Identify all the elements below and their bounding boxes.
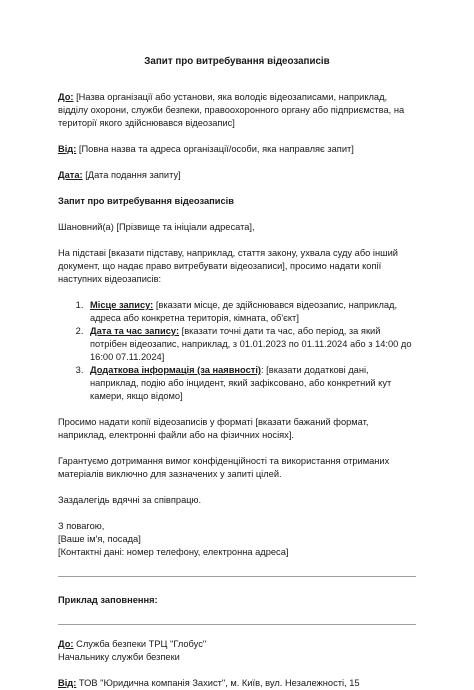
date-label: Дата: xyxy=(58,170,83,180)
example-from-label: Від: xyxy=(58,678,77,688)
section-heading: Запит про витребування відеозаписів xyxy=(58,196,234,206)
list-item xyxy=(86,299,416,325)
item-label: Місце запису: xyxy=(90,300,154,310)
from-text: [Повна назва та адреса організації/особи, яка направляє запит] xyxy=(76,144,354,154)
item-label: Дата та час запису: xyxy=(90,326,180,336)
closing: З повагою, xyxy=(58,521,105,531)
date-paragraph xyxy=(58,169,416,182)
intro-paragraph: На підставі [вказати підставу, наприклад, стаття закону, ухвала суду або інший документ, що надає право витребувати відеозаписи], просимо надати копії наступних відеозаписів: xyxy=(58,248,398,284)
confidentiality-paragraph: Гарантуємо дотримання вимог конфіденційності та використання отриманих матеріалів виключно для зазначених у запиті цілей. xyxy=(58,456,390,479)
date-text: [Дата подання запиту] xyxy=(82,170,181,180)
to-label: До: xyxy=(58,92,74,102)
list-item xyxy=(86,364,416,403)
salutation: Шановний(а) [Прізвище та ініціали адресата], xyxy=(58,222,255,232)
item-text: [вказати точні дати та час, або період, за який потрібен відеозапис, наприклад, з 01.01.2023 по 01.11.2024 або з 14:00 до 16:00 07.11.2024] xyxy=(90,326,412,362)
from-paragraph xyxy=(58,143,416,156)
signature-block xyxy=(58,520,416,559)
divider xyxy=(58,624,416,625)
from-label: Від: xyxy=(58,144,77,154)
signature-name: [Ваше ім'я, посада] xyxy=(58,534,141,544)
to-text: [Назва організації або установи, яка володіє відеозаписами, наприклад, відділу охорони, служби безпеки, правоохоронного органу або підприємства, на території якого здійснювався відеозапис] xyxy=(58,92,405,128)
item-text: : [вказати додаткові дані, наприклад, подію або інцидент, який зафіксовано, або конкретний кут камери, якщо відомо] xyxy=(90,365,392,401)
format-request-paragraph: Просимо надати копії відеозаписів у форматі [вказати бажаний формат, наприклад, електронні файли або на фізичних носіях]. xyxy=(58,417,369,440)
thanks-paragraph: Заздалегідь вдячні за співпрацю. xyxy=(58,495,202,505)
item-text: [вказати місце, де здійснювався відеозапис, наприклад, адреса або конкретна територія, кімната, об'єкт] xyxy=(90,300,398,323)
example-heading: Приклад заповнення: xyxy=(58,595,158,605)
to-paragraph xyxy=(58,91,416,130)
example-from-paragraph xyxy=(58,677,416,690)
signature-contacts: [Контактні дані: номер телефону, електронна адреса] xyxy=(58,547,289,557)
divider xyxy=(58,576,416,577)
request-items-list xyxy=(58,299,416,403)
document-title: Запит про витребування відеозаписів xyxy=(144,56,330,67)
example-to-block xyxy=(58,638,416,664)
example-to-label: До: xyxy=(58,639,74,649)
example-to-line xyxy=(58,638,416,651)
item-label: Додаткова інформація (за наявності) xyxy=(90,365,261,375)
example-from-text: ТОВ "Юридична компанія Захист", м. Київ, вул. Незалежності, 15 xyxy=(76,678,360,688)
example-to-text: Служба безпеки ТРЦ "Глобус" xyxy=(73,639,207,649)
list-item xyxy=(86,325,416,364)
example-to-line2: Начальнику служби безпеки xyxy=(58,652,180,662)
